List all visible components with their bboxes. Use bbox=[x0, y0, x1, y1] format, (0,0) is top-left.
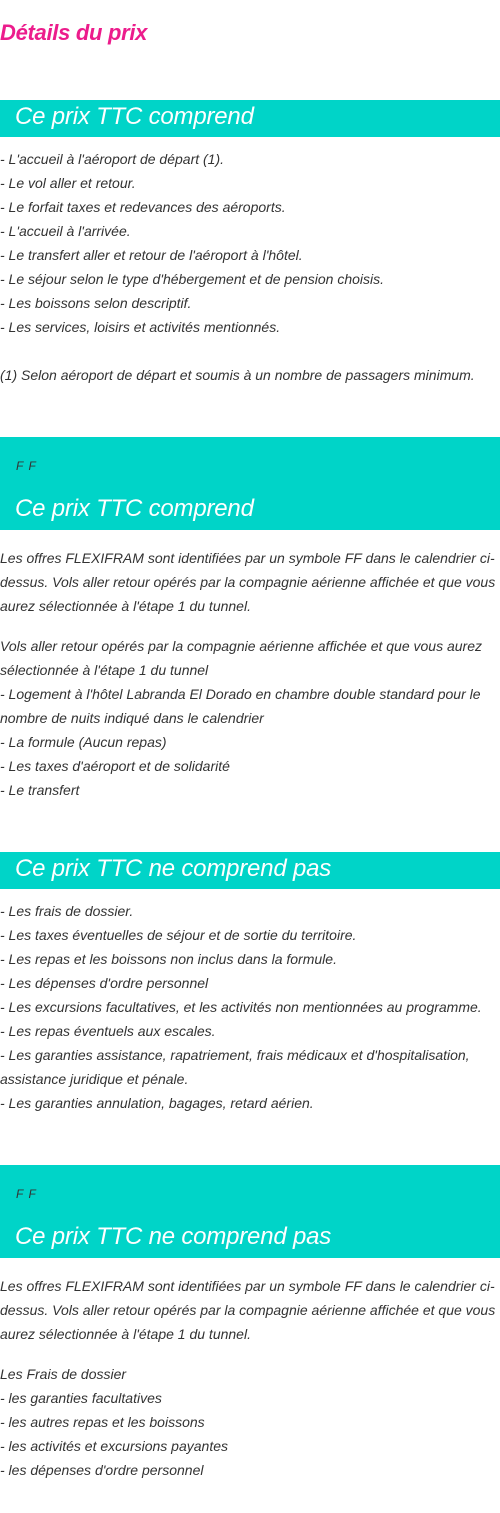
section-header-band bbox=[0, 1165, 500, 1258]
list-item: - Les excursions facultatives, et les activités non mentionnées au programme. bbox=[0, 999, 482, 1015]
flexifram-included bbox=[0, 546, 500, 802]
flexifram-tag: F F bbox=[16, 459, 37, 473]
list-item: - L'accueil à l'arrivée. bbox=[0, 223, 131, 239]
list-item: - Les repas et les boissons non inclus dans la formule. bbox=[0, 951, 337, 967]
flexifram-flights: Vols aller retour opérés par la compagnie aérienne affichée et que vous aurez sélectionnée à l'étape 1 du tunnel bbox=[0, 638, 482, 678]
list-item: - Le vol aller et retour. bbox=[0, 175, 136, 191]
list-item: - Les dépenses d'ordre personnel bbox=[0, 975, 209, 991]
flexifram-fees: Les Frais de dossier bbox=[0, 1366, 127, 1382]
list-item: - Les garanties assistance, rapatriement, frais médicaux et d'hospitalisation, assistance juridique et pénale. bbox=[0, 1047, 470, 1087]
list-item: - Les garanties annulation, bagages, retard aérien. bbox=[0, 1095, 314, 1111]
list-item: - Logement à l'hôtel Labranda El Dorado en chambre double standard pour le nombre de nuits indiqué dans le calendrier bbox=[0, 686, 481, 726]
flexifram-intro: Les offres FLEXIFRAM sont identifiées par un symbole FF dans le calendrier ci-dessus. Vols aller retour opérés par la compagnie aérienne affichée et que vous aurez sélectionnée à l'étape 1 du tunnel. bbox=[0, 1278, 496, 1342]
list-item: - Les repas éventuels aux escales. bbox=[0, 1023, 216, 1039]
list-item: - L'accueil à l'aéroport de départ (1). bbox=[0, 151, 225, 167]
section-header-band bbox=[0, 852, 500, 889]
included-list bbox=[0, 147, 500, 387]
list-item: - La formule (Aucun repas) bbox=[0, 734, 167, 750]
list-item: - Les taxes éventuelles de séjour et de sortie du territoire. bbox=[0, 927, 357, 943]
list-item: - Le forfait taxes et redevances des aéroports. bbox=[0, 199, 286, 215]
section-title: Ce prix TTC ne comprend pas bbox=[15, 1223, 332, 1250]
flexifram-excluded bbox=[0, 1274, 500, 1482]
list-item: - les activités et excursions payantes bbox=[0, 1438, 228, 1454]
section-title: Ce prix TTC comprend bbox=[15, 495, 254, 522]
section-title: Ce prix TTC comprend bbox=[15, 103, 254, 130]
list-item: - Les services, loisirs et activités mentionnés. bbox=[0, 319, 281, 335]
section-header-band bbox=[0, 100, 500, 137]
list-item: - Le transfert aller et retour de l'aéroport à l'hôtel. bbox=[0, 247, 303, 263]
section-title: Ce prix TTC ne comprend pas bbox=[15, 855, 332, 882]
footnote: (1) Selon aéroport de départ et soumis à un nombre de passagers minimum. bbox=[0, 367, 475, 383]
flexifram-intro: Les offres FLEXIFRAM sont identifiées par un symbole FF dans le calendrier ci-dessus. Vols aller retour opérés par la compagnie aérienne affichée et que vous aurez sélectionnée à l'étape 1 du tunnel. bbox=[0, 550, 496, 614]
flexifram-tag: F F bbox=[16, 1187, 37, 1201]
list-item: - Le séjour selon le type d'hébergement et de pension choisis. bbox=[0, 271, 385, 287]
list-item: - les garanties facultatives bbox=[0, 1390, 162, 1406]
list-item: - Le transfert bbox=[0, 782, 80, 798]
list-item: - les dépenses d'ordre personnel bbox=[0, 1462, 204, 1478]
list-item: - Les taxes d'aéroport et de solidarité bbox=[0, 758, 230, 774]
excluded-list bbox=[0, 899, 500, 1115]
list-item: - Les frais de dossier. bbox=[0, 903, 134, 919]
page-title: Détails du prix bbox=[0, 20, 148, 45]
list-item: - Les boissons selon descriptif. bbox=[0, 295, 192, 311]
list-item: - les autres repas et les boissons bbox=[0, 1414, 205, 1430]
section-header-band bbox=[0, 437, 500, 530]
